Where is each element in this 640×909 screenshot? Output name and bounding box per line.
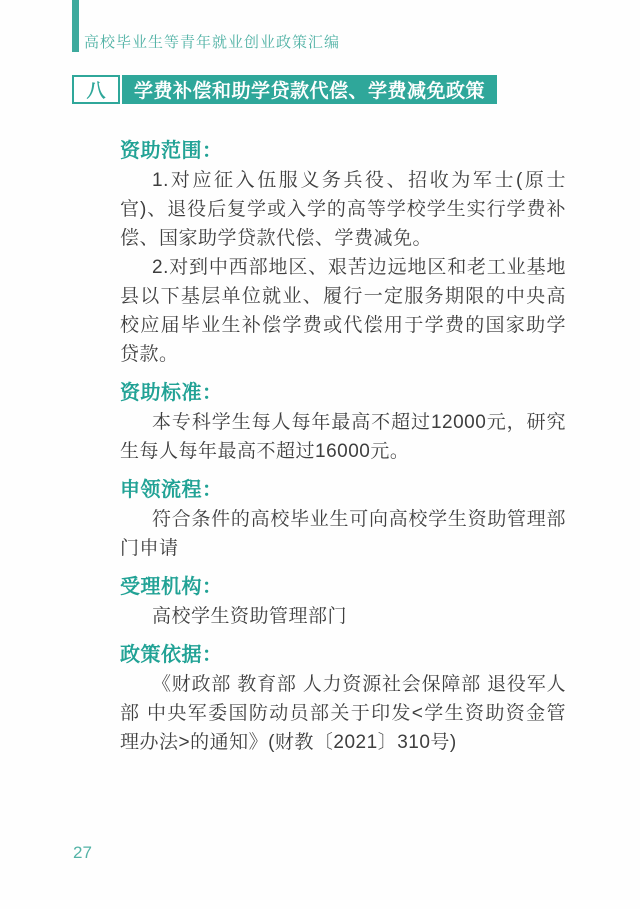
section-heading: 政策依据：	[120, 644, 223, 666]
section-heading: 资助范围：	[120, 140, 223, 162]
section-paragraph: 《财政部 教育部 人力资源社会保障部 退役军人部 中央军委国防动员部关于印发<学生资助资金管理办法>的通知》(财教〔2021〕310号)	[120, 674, 566, 753]
section-paragraph: 符合条件的高校毕业生可向高校学生资助管理部门申请	[120, 509, 566, 559]
section-number-badge: 八	[72, 75, 120, 104]
page-number: 27	[73, 843, 92, 862]
section-heading: 资助标准：	[120, 382, 223, 404]
section-accepting-agency	[120, 573, 566, 631]
section-funding-standard	[120, 379, 566, 466]
section-banner-title: 学费补偿和助学贷款代偿、学费减免政策	[122, 75, 497, 104]
section-paragraph: 2.对到中西部地区、艰苦边远地区和老工业基地县以下基层单位就业、履行一定服务期限的中央高校应届毕业生补偿学费或代偿用于学费的国家助学贷款。	[120, 257, 566, 365]
section-paragraph: 本专科学生每人每年最高不超过12000元，研究生每人每年最高不超过16000元。	[120, 412, 566, 462]
header-accent-bar	[72, 0, 79, 52]
section-banner	[72, 75, 497, 104]
section-heading: 申领流程：	[120, 479, 223, 501]
section-funding-scope	[120, 137, 566, 369]
section-policy-basis	[120, 641, 566, 757]
section-heading: 受理机构：	[120, 576, 223, 598]
section-paragraph: 高校学生资助管理部门	[152, 606, 348, 627]
document-header-title: 高校毕业生等青年就业创业政策汇编	[84, 34, 341, 51]
document-body	[120, 137, 566, 757]
section-application-process	[120, 476, 566, 563]
section-paragraph: 1.对应征入伍服义务兵役、招收为军士(原士官)、退役后复学或入学的高等学校学生实行学费补偿、国家助学贷款代偿、学费减免。	[120, 170, 566, 249]
